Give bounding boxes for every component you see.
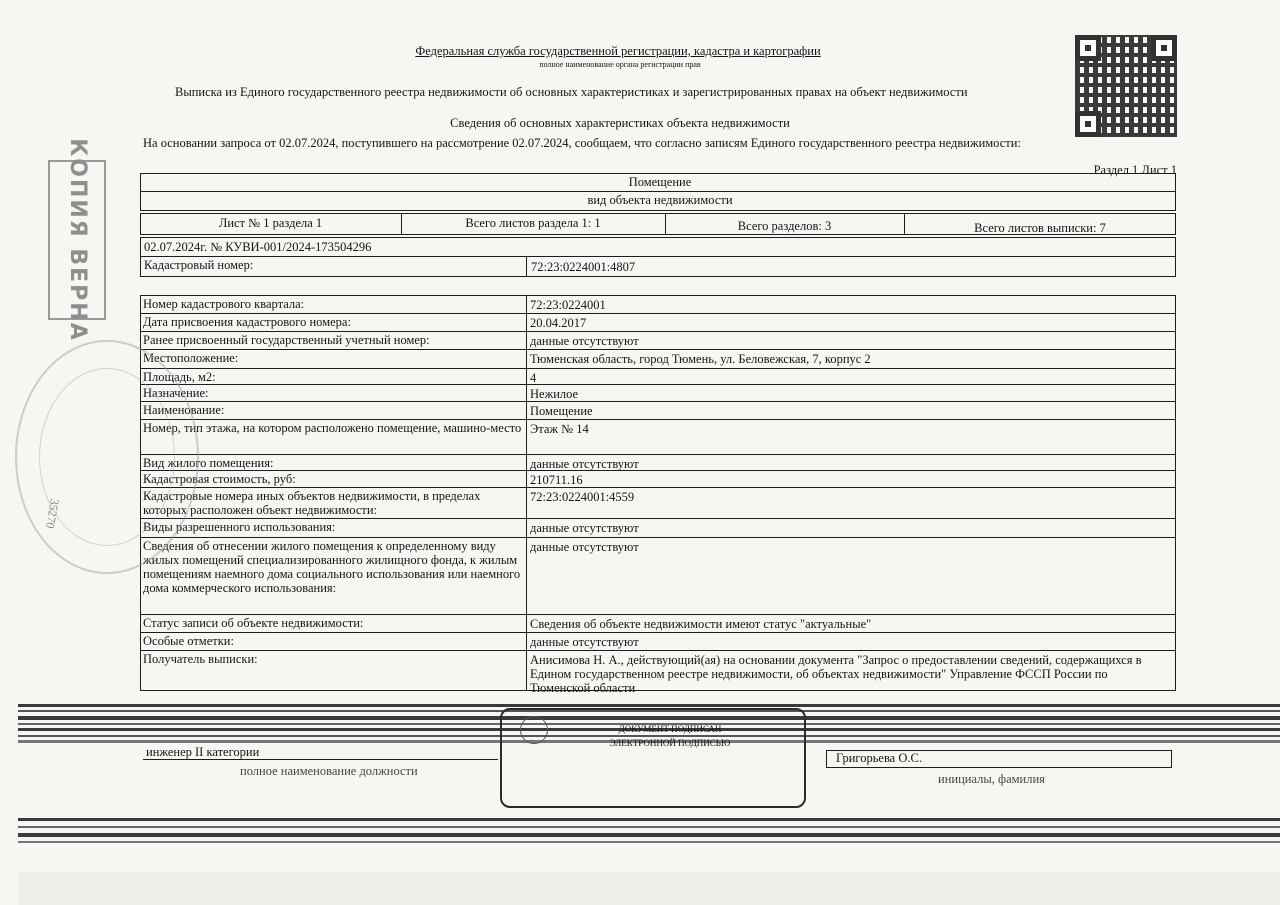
request-basis: На основании запроса от 02.07.2024, поступившего на рассмотрение 02.07.2024, сообщаем, что согласно записям Единого государственного реестра недвижимости: — [143, 136, 1021, 150]
row-label: Особые отметки: — [143, 634, 234, 648]
row-label: Кадастровая стоимость, руб: — [143, 472, 296, 486]
row-value: данные отсутствуют — [530, 635, 639, 649]
row-label: Местоположение: — [143, 351, 239, 365]
row-label: Дата присвоения кадастрового номера: — [143, 315, 351, 329]
row-value: Помещение — [530, 404, 593, 418]
row-value: данные отсутствуют — [530, 521, 639, 535]
row-value: Сведения об объекте недвижимости имеют статус "актуальные" — [530, 617, 872, 631]
row-label: Площадь, м2: — [143, 370, 216, 384]
row-label: Сведения об отнесении жилого помещения к определенному виду жилых помещений специализированного жилищного фонда, к жилым помещениям наемного дома социального использования или наемного дома коммерческого использования: — [143, 539, 521, 595]
row-value: данные отсутствуют — [530, 334, 639, 348]
row-value: Тюменская область, город Тюмень, ул. Беловежская, 7, корпус 2 — [530, 352, 871, 366]
agency-note: полное наименование органа регистрации прав — [539, 60, 701, 69]
sections-total: Всего разделов: 3 — [737, 219, 832, 233]
row-value: 72:23:0224001:4559 — [530, 490, 635, 504]
signer-position: инженер II категории — [146, 745, 260, 759]
agency-name: Федеральная служба государственной регистрации, кадастра и картографии — [415, 44, 821, 58]
signer-name: Григорьева О.С. — [836, 751, 922, 765]
signed-title: ДОКУМЕНТ ПОДПИСАН — [618, 724, 722, 734]
row-value: 20.04.2017 — [530, 316, 587, 330]
name-note: инициалы, фамилия — [938, 772, 1045, 786]
emblem-icon — [520, 716, 548, 744]
row-label: Кадастровые номера иных объектов недвижимости, в пределах которых расположен объект недвижимости: — [143, 489, 481, 517]
row-label: Номер кадастрового квартала: — [143, 297, 305, 311]
position-note: полное наименование должности — [240, 764, 418, 778]
row-value: 4 — [530, 371, 537, 385]
row-label: Получатель выписки: — [143, 652, 258, 666]
row-label: Назначение: — [143, 386, 209, 400]
row-value: Этаж № 14 — [530, 422, 589, 436]
row-value: 72:23:0224001 — [530, 298, 606, 312]
sheets-in-section: Всего листов раздела 1: 1 — [465, 216, 601, 230]
row-value: 210711.16 — [530, 473, 583, 487]
copy-certified-stamp: КОПИЯ ВЕРНА — [48, 160, 106, 320]
row-label: Наименование: — [143, 403, 225, 417]
signed-sub: ЭЛЕКТРОННОЙ ПОДПИСЬЮ — [609, 738, 731, 748]
seal-number: 35270 — [43, 497, 62, 530]
row-label: Вид жилого помещения: — [143, 456, 274, 470]
object-name: Помещение — [628, 175, 692, 189]
document-subtitle: Сведения об основных характеристиках объекта недвижимости — [450, 116, 790, 130]
row-value: данные отсутствуют — [530, 457, 639, 471]
row-value: данные отсутствуют — [530, 540, 639, 554]
sheet-number: Лист № 1 раздела 1 — [218, 216, 323, 230]
official-seal — [15, 340, 199, 574]
row-label: Статус записи об объекте недвижимости: — [143, 616, 364, 630]
sheets-total: Всего листов выписки: 7 — [974, 221, 1106, 235]
row-label: Номер, тип этажа, на котором расположено помещение, машино-место — [143, 421, 522, 435]
section-sheet: Раздел 1 Лист 1 — [1093, 163, 1177, 177]
row-label: Виды разрешенного использования: — [143, 520, 336, 534]
qr-code-icon — [1075, 35, 1177, 137]
cadastral-value: 72:23:0224001:4807 — [531, 260, 636, 274]
record-date-number: 02.07.2024г. № КУВИ-001/2024-173504296 — [144, 240, 372, 254]
row-label: Ранее присвоенный государственный учетный номер: — [143, 333, 430, 347]
row-value: Нежилое — [530, 387, 579, 401]
document-title: Выписка из Единого государственного реестра недвижимости об основных характеристиках и зарегистрированных правах на объект недвижимости — [175, 85, 968, 99]
object-kind-label: вид объекта недвижимости — [587, 193, 733, 207]
row-value: Анисимова Н. А., действующий(ая) на основании документа "Запрос о предоставлении сведений, содержащихся в Едином государственном реестре недвижимости, об объектах недвижимости" Управление ФССП России по Тюменской области — [530, 653, 1142, 695]
cadastral-label: Кадастровый номер: — [144, 258, 254, 272]
